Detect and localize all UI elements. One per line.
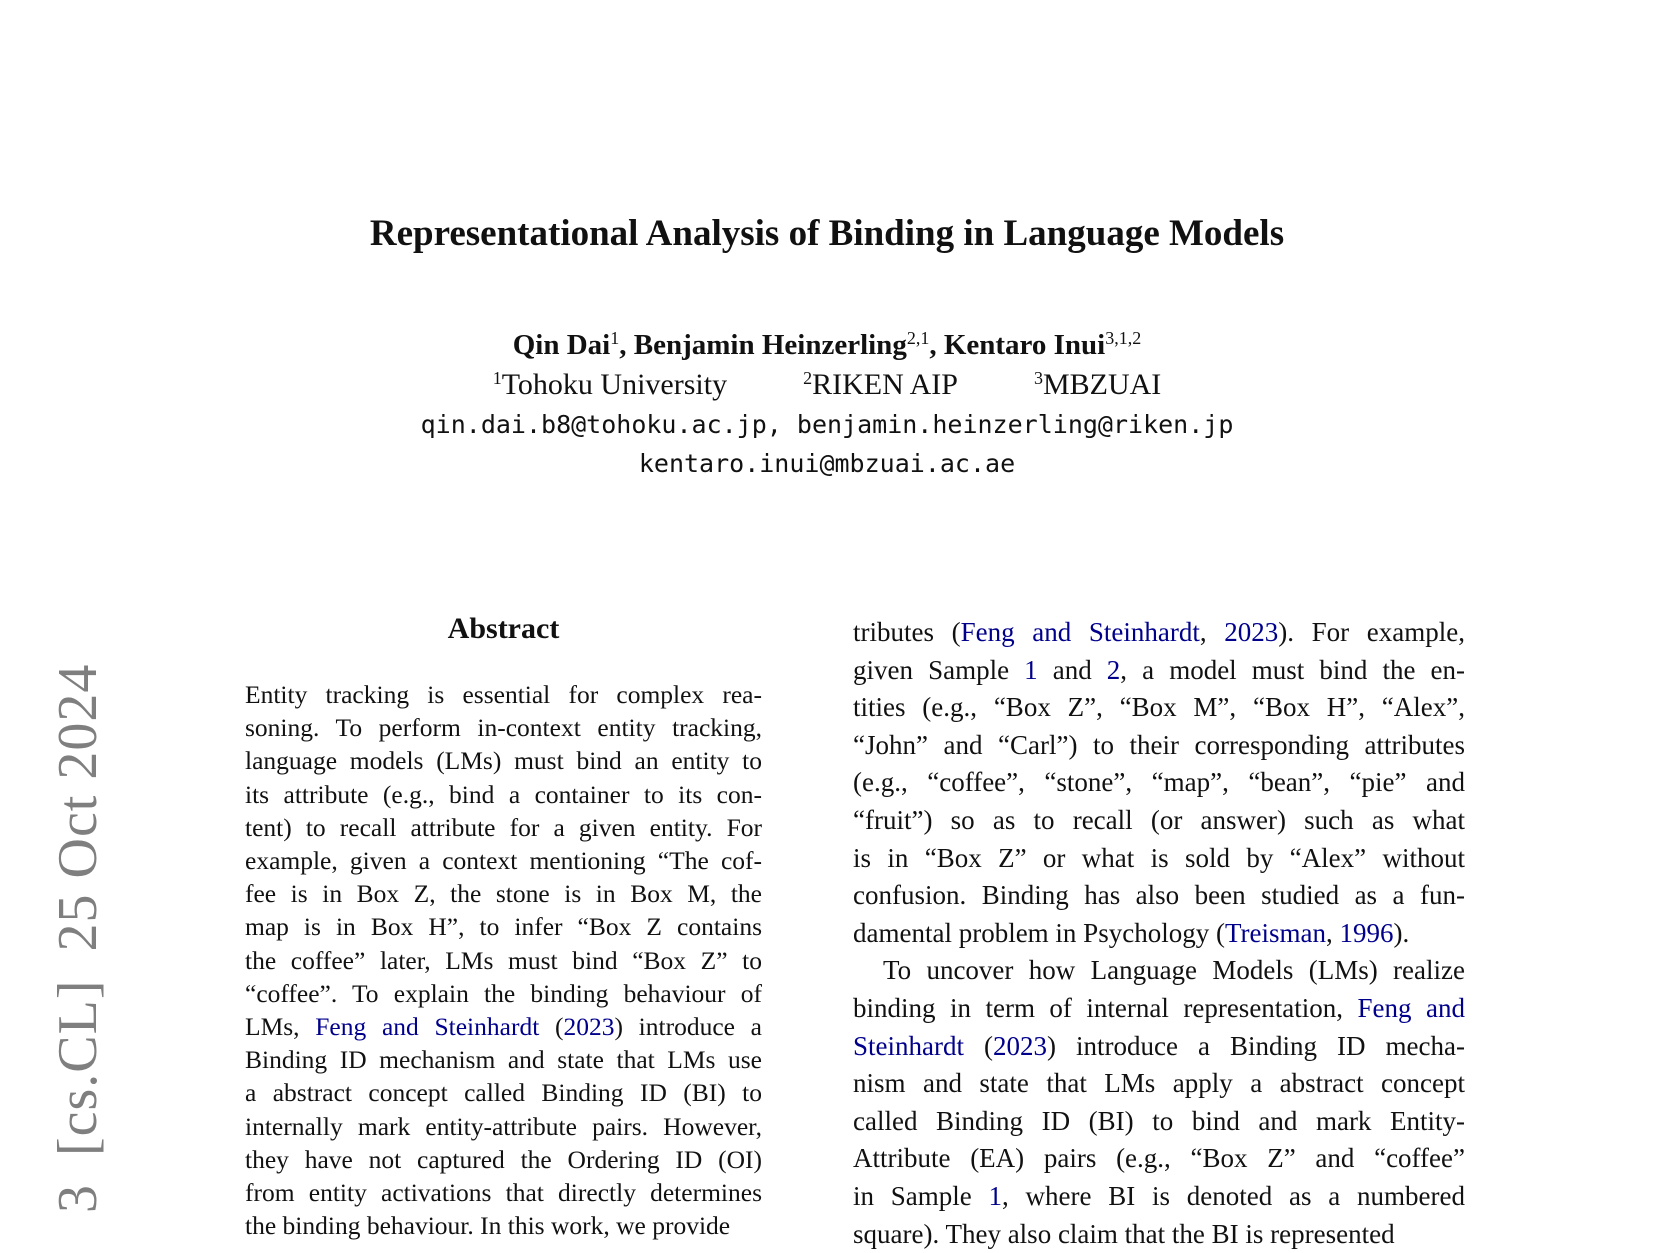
text-line: is in “Box Z” or what is sold by “Alex” without xyxy=(853,840,1465,878)
text-line: soning. To perform in-context entity tracking, xyxy=(245,711,762,744)
text-line: language models (LMs) must bind an entity to xyxy=(245,744,762,777)
text-line: a abstract concept called Binding ID (BI) to xyxy=(245,1076,762,1109)
text-line: To uncover how Language Models (LMs) realize xyxy=(853,952,1465,990)
text-line: from entity activations that directly determines xyxy=(245,1176,762,1209)
citation-link[interactable]: 2023 xyxy=(1224,617,1278,647)
email-line: qin.dai.b8@tohoku.ac.jp, benjamin.heinzerling@riken.jp xyxy=(0,410,1654,439)
citation-link[interactable]: Steinhardt xyxy=(853,1031,964,1061)
author-list: Qin Dai$^1$, Benjamin Heinzerling$^{2,1}$, Kentaro Inui$^{3,1,2}$ xyxy=(0,328,1654,362)
affiliation-list xyxy=(0,368,1654,402)
affiliation: $^2$RIKEN AIP xyxy=(803,368,958,401)
text-line: “John” and “Carl”) to their corresponding attributes xyxy=(853,727,1465,765)
text-line: example, given a context mentioning “The cof- xyxy=(245,844,762,877)
abstract-body xyxy=(245,678,762,1242)
citation-link[interactable]: Feng and Steinhardt xyxy=(315,1012,539,1041)
text-line: map is in Box H”, to infer “Box Z contains xyxy=(245,910,762,943)
affiliation: $^3$MBZUAI xyxy=(1034,368,1161,401)
arxiv-sidebar-stamp xyxy=(46,664,110,1241)
citation-link[interactable]: 2023 xyxy=(563,1012,614,1041)
author-name: Kentaro Inui xyxy=(944,329,1105,361)
paper-title: Representational Analysis of Binding in Language Models xyxy=(0,212,1654,255)
stamp-category: [cs.CL] xyxy=(47,979,109,1156)
text-line: tributes (Feng and Steinhardt, 2023). For example, xyxy=(853,614,1465,652)
citation-link[interactable]: 1 xyxy=(989,1181,1003,1211)
text-line: Attribute (EA) pairs (e.g., “Box Z” and “coffee” xyxy=(853,1140,1465,1178)
citation-link[interactable]: 1996 xyxy=(1339,918,1393,948)
text-line: in Sample 1, where BI is denoted as a numbered xyxy=(853,1178,1465,1216)
text-line: confusion. Binding has also been studied as a fun- xyxy=(853,877,1465,915)
text-line: “fruit”) so as to recall (or answer) such as what xyxy=(853,802,1465,840)
text-line: its attribute (e.g., bind a container to its con- xyxy=(245,778,762,811)
text-line: tities (e.g., “Box Z”, “Box M”, “Box H”, “Alex”, xyxy=(853,689,1465,727)
citation-link[interactable]: 2023 xyxy=(993,1031,1047,1061)
citation-link[interactable]: Treisman xyxy=(1225,918,1326,948)
text-line: (e.g., “coffee”, “stone”, “map”, “bean”, “pie” and xyxy=(853,764,1465,802)
text-line: internally mark entity-attribute pairs. However, xyxy=(245,1110,762,1143)
stamp-partial-id: 3 xyxy=(47,1184,109,1213)
text-line: the binding behaviour. In this work, we provide xyxy=(245,1209,762,1242)
citation-link[interactable]: 1 xyxy=(1024,655,1038,685)
text-line: given Sample 1 and 2, a model must bind the en- xyxy=(853,652,1465,690)
author-affil-sup: 2,1 xyxy=(907,328,930,348)
text-line: fee is in Box Z, the stone is in Box M, the xyxy=(245,877,762,910)
text-line: called Binding ID (BI) to bind and mark Entity- xyxy=(853,1103,1465,1141)
text-line: binding in term of internal representation, Feng and xyxy=(853,990,1465,1028)
text-line: Entity tracking is essential for complex rea- xyxy=(245,678,762,711)
email-line: kentaro.inui@mbzuai.ac.ae xyxy=(0,449,1654,478)
author-name: Qin Dai xyxy=(513,329,611,361)
affiliation: $^1$Tohoku University xyxy=(493,368,727,401)
text-line: the coffee” later, LMs must bind “Box Z” to xyxy=(245,944,762,977)
text-line: nism and state that LMs apply a abstract concept xyxy=(853,1065,1465,1103)
citation-link[interactable]: Feng and xyxy=(1358,993,1465,1023)
author-affil-sup: 3,1,2 xyxy=(1105,328,1141,348)
stamp-date: 25 Oct 2024 xyxy=(47,664,109,952)
text-line: Steinhardt (2023) introduce a Binding ID mecha- xyxy=(853,1028,1465,1066)
author-affil-sup: 1 xyxy=(610,328,619,348)
text-line: square). They also claim that the BI is represented xyxy=(853,1216,1465,1253)
text-line: damental problem in Psychology (Treisman, 1996). xyxy=(853,915,1465,953)
text-line: “coffee”. To explain the binding behaviour of xyxy=(245,977,762,1010)
citation-link[interactable]: 2 xyxy=(1107,655,1121,685)
text-line: tent) to recall attribute for a given entity. For xyxy=(245,811,762,844)
introduction-body xyxy=(853,614,1465,1253)
text-line: LMs, Feng and Steinhardt (2023) introduce a xyxy=(245,1010,762,1043)
abstract-heading: Abstract xyxy=(245,612,762,646)
citation-link[interactable]: Feng and Steinhardt xyxy=(961,617,1200,647)
text-line: they have not captured the Ordering ID (OI) xyxy=(245,1143,762,1176)
author-name: Benjamin Heinzerling xyxy=(634,329,907,361)
text-line: Binding ID mechanism and state that LMs use xyxy=(245,1043,762,1076)
